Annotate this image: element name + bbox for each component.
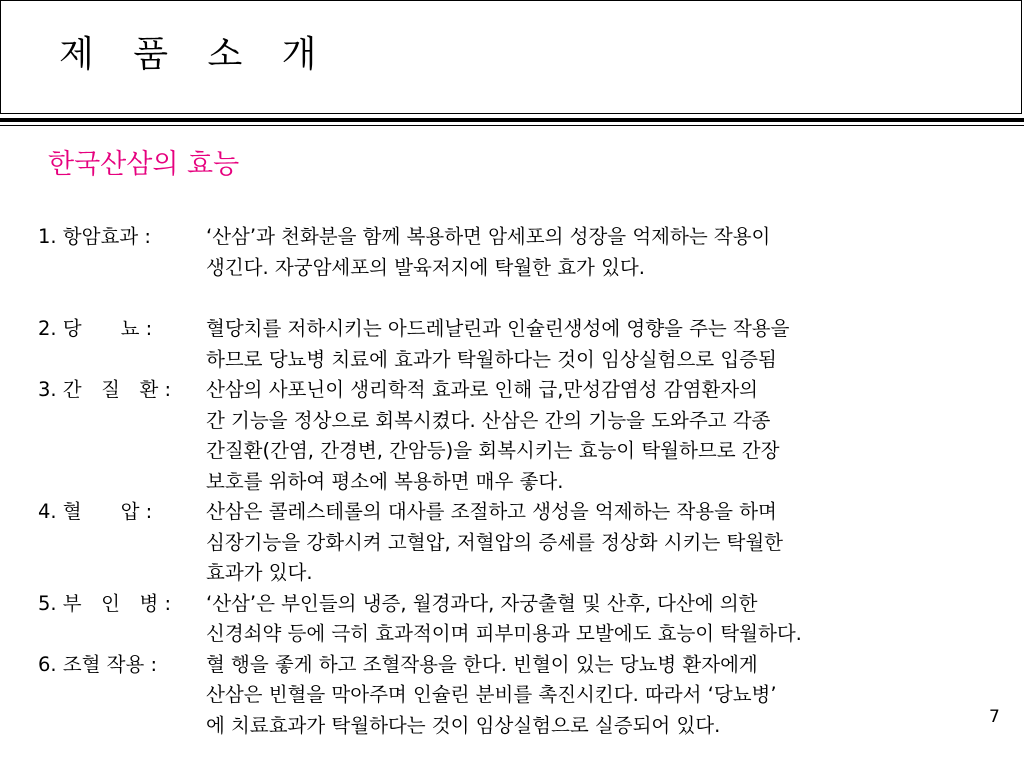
benefit-text-line: 산삼은 빈혈을 막아주며 인슐린 분비를 촉진시킨다. 따라서 ‘당뇨병’ [206,683,777,706]
benefit-text-line: 생긴다. 자궁암세포의 발육저지에 탁월한 효가 있다. [206,255,645,279]
benefit-label: 4. 혈 압 : [38,500,153,523]
benefit-text-line: 간 기능을 정상으로 회복시켰다. 산삼은 간의 기능을 도와주고 각종 [206,408,771,432]
title-underline-thick [0,118,1024,122]
benefit-item-blood-pressure [38,497,1013,589]
benefit-text-line: 간질환(간염, 간경변, 간암등)을 회복시키는 효능이 탁월하므로 간장 [206,439,780,462]
benefit-text-line: 보호를 위하여 평소에 복용하면 매우 좋다. [206,469,564,493]
title-underline-thin [0,125,1024,126]
spacer [38,283,1013,314]
benefit-text-line: 혈 행을 좋게 하고 조혈작용을 한다. 빈혈이 있는 당뇨병 환자에게 [206,652,758,676]
benefit-text-line: ‘산삼’은 부인들의 냉증, 월경과다, 자궁출혈 및 산후, 다산에 의한 [206,591,758,615]
benefit-label: 2. 당 뇨 : [38,317,153,340]
benefit-text-line: 신경쇠약 등에 극히 효과적이며 피부미용과 모발에도 효능이 탁월하다. [206,622,802,645]
benefit-text-line: 혈당치를 저하시키는 아드레날린과 인슐린생성에 영향을 주는 작용을 [206,317,790,340]
benefit-item-anticancer [38,222,1013,283]
benefit-text-line: 산삼은 콜레스테롤의 대사를 조절하고 생성을 억제하는 작용을 하며 [206,500,777,523]
benefit-label: 6. 조혈 작용 : [38,652,158,676]
benefit-text-line: 효과가 있다. [206,561,313,584]
page-number: 7 [989,707,1000,727]
benefit-label: 5. 부 인 병 : [38,591,172,615]
benefit-text-line: 하므로 당뇨병 치료에 효과가 탁월하다는 것이 임상실험으로 입증됨 [206,347,777,371]
benefit-text-line: 산삼의 사포닌이 생리학적 효과로 인해 급,만성감염성 감염환자의 [206,378,758,401]
slide-title: 제 품 소 개 [59,34,331,75]
benefit-text-line: 심장기능을 강화시켜 고혈압, 저혈압의 증세를 정상화 시키는 탁월한 [206,530,784,554]
benefit-item-diabetes [38,314,1013,375]
benefit-item-liver [38,375,1013,497]
benefit-item-womens-health [38,589,1013,650]
benefit-text-line: 에 치료효과가 탁월하다는 것이 임상실험으로 실증되어 있다. [206,713,721,737]
benefit-item-hematopoiesis [38,650,1013,742]
benefit-label: 3. 간 질 환 : [38,378,172,401]
benefit-text-line: ‘산삼’과 천화분을 함께 복용하면 암세포의 성장을 억제하는 작용이 [206,225,771,248]
title-box [0,0,1022,114]
benefit-list [38,222,1013,741]
benefit-label: 1. 항암효과 : [38,225,151,248]
section-heading: 한국산삼의 효능 [48,149,240,180]
